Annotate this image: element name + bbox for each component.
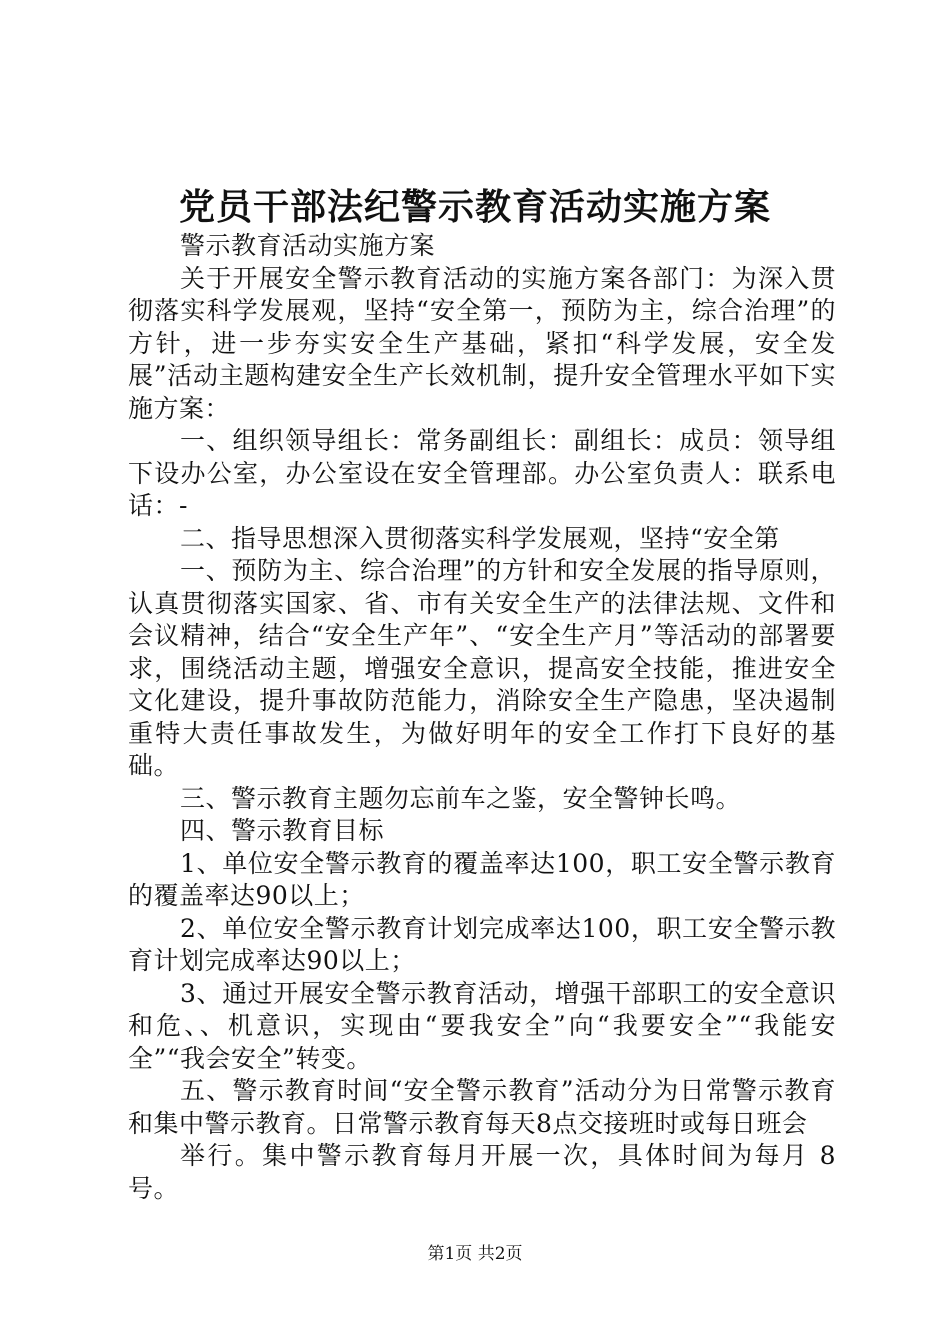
paragraph-goal-2: 2、单位安全警示教育计划完成率达100，职工安全警示教育计划完成率达90以上； bbox=[128, 913, 836, 975]
page-footer: 第1页 共2页 bbox=[427, 1244, 523, 1264]
paragraph-section-1: 一、组织领导组长：常务副组长：副组长：成员：领导组下设办公室，办公室设在安全管理部。办公室负责人：联系电话：- bbox=[128, 426, 836, 520]
paragraph-intro: 关于开展安全警示教育活动的实施方案各部门：为深入贯彻落实科学发展观，坚持“安全第一，预防为主，综合治理”的方针，进一步夯实安全生产基础，紧扣“科学发展，安全发展”活动主题构建安全生产长效机制，提升安全管理水平如下实施方案： bbox=[128, 263, 836, 423]
document-body bbox=[128, 230, 836, 1205]
document-title: 党员干部法纪警示教育活动实施方案 bbox=[178, 187, 771, 228]
paragraph-section-4: 四、警示教育目标 bbox=[180, 816, 385, 845]
paragraph-subtitle: 警示教育活动实施方案 bbox=[180, 231, 436, 260]
paragraph-section-5: 五、警示教育时间“安全警示教育”活动分为日常警示教育和集中警示教育。日常警示教育每天8点交接班时或每日班会 bbox=[128, 1076, 836, 1138]
paragraph-section-5-continued: 举行。集中警示教育每月开展一次，具体时间为每月 8 号。 bbox=[128, 1141, 836, 1203]
paragraph-section-3: 三、警示教育主题勿忘前车之鉴，安全警钟长鸣。 bbox=[180, 783, 742, 813]
paragraph-goal-3: 3、通过开展安全警示教育活动，增强干部职工的安全意识和危、、机意识，实现由“要我安全”向“我要安全”“我能安全”“我会安全”转变。 bbox=[128, 978, 836, 1073]
paragraph-section-2: 二、指导思想深入贯彻落实科学发展观，坚持“安全第 bbox=[180, 523, 780, 553]
paragraph-goal-1: 1、单位安全警示教育的覆盖率达100，职工安全警示教育的覆盖率达90以上； bbox=[128, 848, 836, 910]
paragraph-section-2-continued: 一、预防为主、综合治理”的方针和安全发展的指导原则，认真贯彻落实国家、省、市有关安全生产的法律法规、文件和会议精神，结合“安全生产年”、“安全生产月”等活动的部署要求，围绕活动主题，增强安全意识，提高安全技能，推进安全文化建设，提升事故防范能力，消除安全生产隐患，坚决遏制重特大责任事故发生，为做好明年的安全工作打下良好的基础。 bbox=[128, 556, 836, 780]
